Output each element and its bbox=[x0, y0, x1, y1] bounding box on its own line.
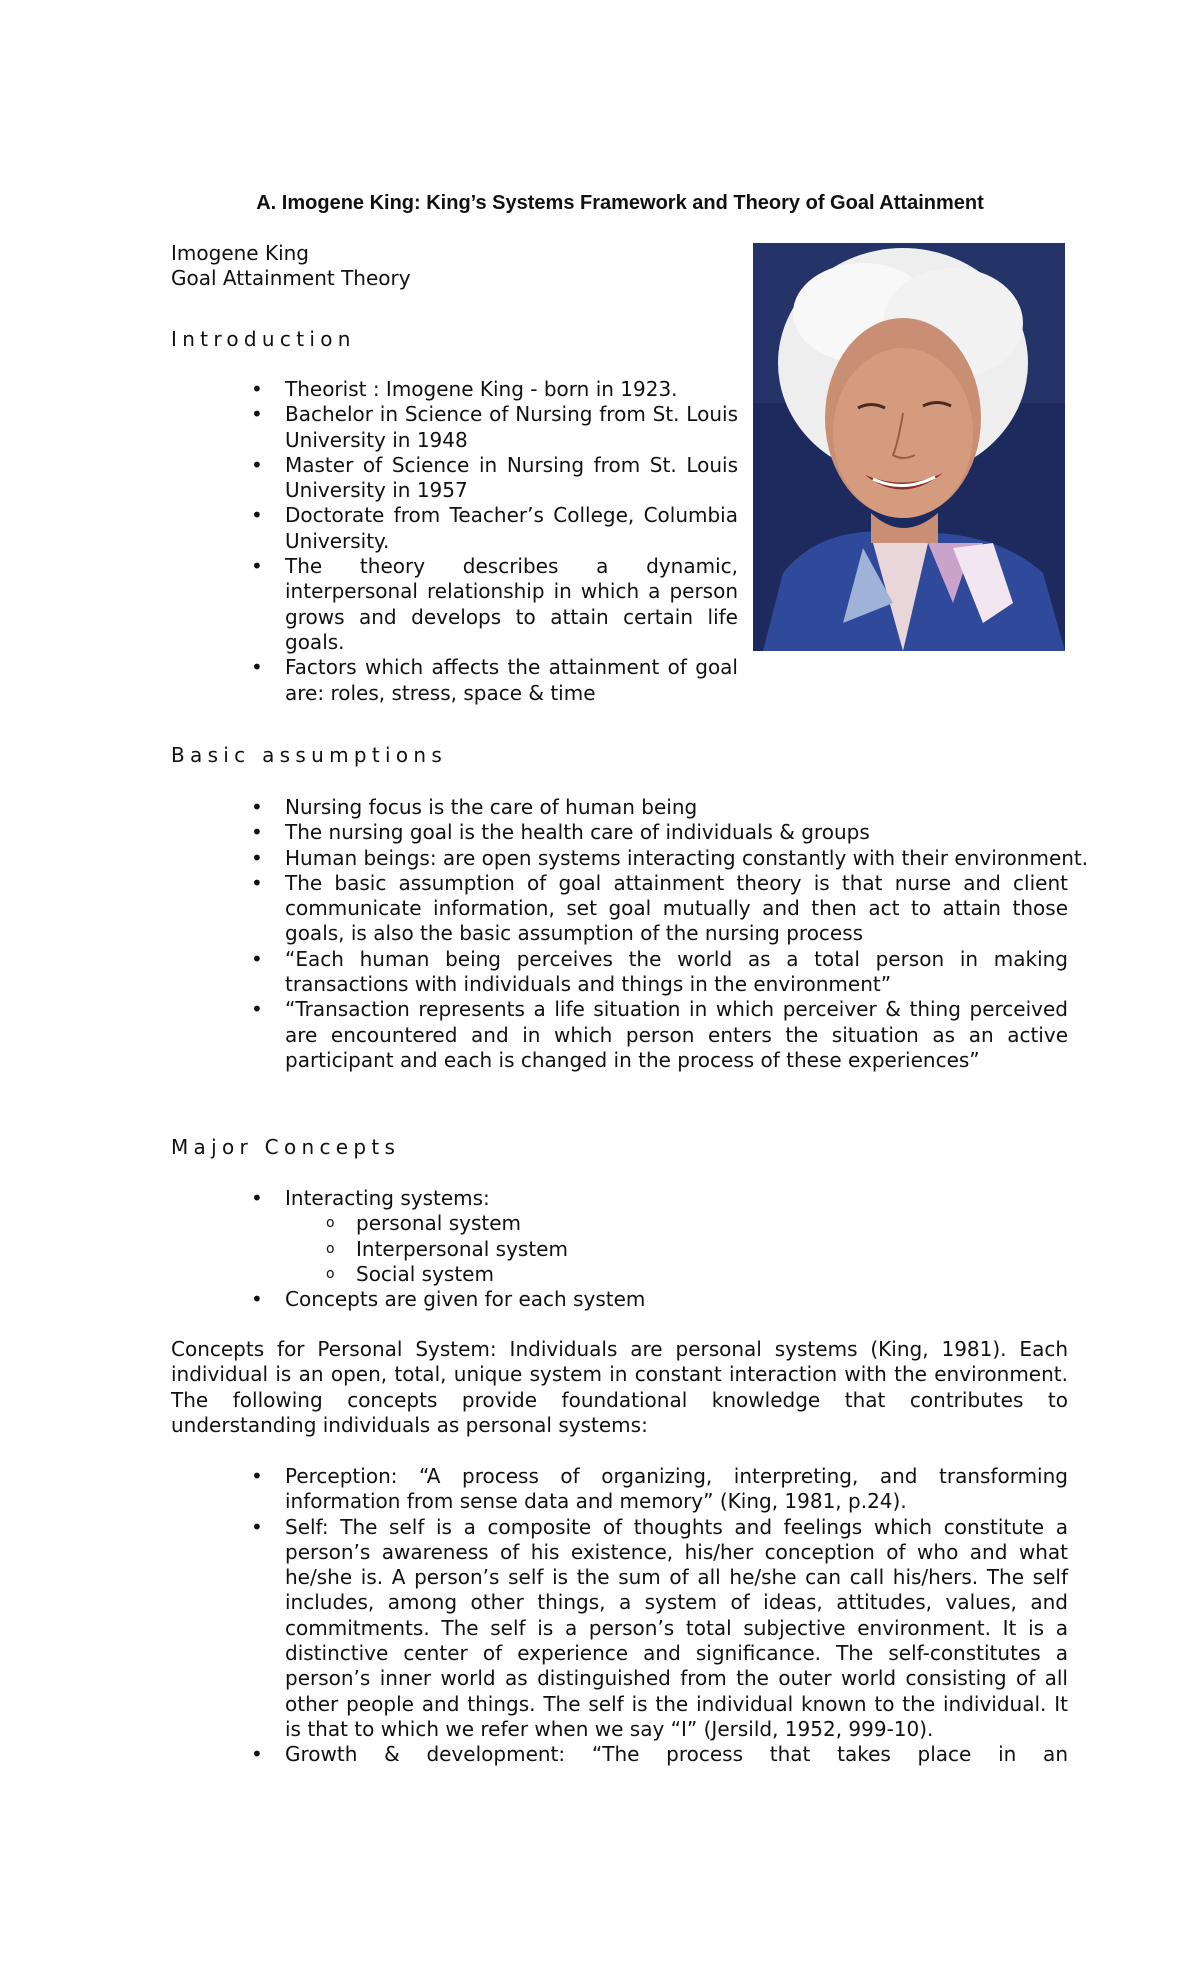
system-item: o Social system bbox=[356, 1262, 1068, 1287]
major-concepts-heading: Major Concepts bbox=[171, 1135, 401, 1159]
assumption-item: • The nursing goal is the health care of individuals & groups bbox=[285, 820, 1068, 845]
assumption-item: • Human beings: are open systems interacting constantly with their environment. bbox=[285, 846, 1068, 871]
introduction-item: • Bachelor in Science of Nursing from St. Louis University in 1948 bbox=[285, 402, 738, 453]
interacting-systems-label: Interacting systems: bbox=[285, 1186, 490, 1210]
introduction-item: • Theorist : Imogene King - born in 1923. bbox=[285, 377, 738, 402]
major-concepts-list bbox=[285, 1186, 1068, 1312]
introduction-item: • Factors which affects the attainment of goal are: roles, stress, space & time bbox=[285, 655, 738, 706]
introduction-list bbox=[285, 377, 738, 706]
assumption-item: • “Transaction represents a life situation in which perceiver & thing perceived are encountered and in which person enters the situation as an active participant and each is changed in the process of these experiences” bbox=[285, 997, 1068, 1073]
subtitle-theory: Goal Attainment Theory bbox=[171, 266, 411, 290]
assumption-item: • The basic assumption of goal attainment theory is that nurse and client communicate information, set goal mutually and then act to attain those goals, is also the basic assumption of the nursing process bbox=[285, 871, 1068, 947]
introduction-item: • Master of Science in Nursing from St. Louis University in 1957 bbox=[285, 453, 738, 504]
document-title: A. Imogene King: King’s Systems Framework and Theory of Goal Attainment bbox=[256, 192, 984, 214]
introduction-heading: Introduction bbox=[171, 327, 356, 351]
assumption-item: • “Each human being perceives the world as a total person in making transactions with individuals and things in the environment” bbox=[285, 947, 1068, 998]
personal-concept-item: • Growth & development: “The process that takes place in an bbox=[285, 1742, 1068, 1767]
personal-system-paragraph: Concepts for Personal System: Individuals are personal systems (King, 1981). Each individual is an open, total, unique system in constant interaction with the environment. The following concepts provide foundational knowledge that contributes to understanding individuals as personal systems: bbox=[171, 1337, 1068, 1437]
concepts-note-item: • Concepts are given for each system bbox=[285, 1287, 1068, 1312]
introduction-item: • Doctorate from Teacher’s College, Columbia University. bbox=[285, 503, 738, 554]
portrait-illustration bbox=[753, 243, 1065, 651]
systems-sublist bbox=[285, 1211, 1068, 1287]
personal-concept-item: • Self: The self is a composite of thoughts and feelings which constitute a person’s awareness of his existence, his/her conception of who and what he/she is. A person’s self is the sum of all he/she can call his/hers. The self includes, among other things, a system of ideas, attitudes, values, and commitments. The self is a person’s total subjective environment. It is a distinctive center of experience and significance. The self-constitutes a person’s inner world as distinguished from the outer world consisting of all other people and things. The self is the individual known to the individual. It is that to which we refer when we say “I” (Jersild, 1952, 999-10). bbox=[285, 1515, 1068, 1743]
system-item: o personal system bbox=[356, 1211, 1068, 1236]
basic-assumptions-list bbox=[285, 795, 1089, 1073]
system-item: o Interpersonal system bbox=[356, 1237, 1068, 1262]
personal-system-list bbox=[285, 1464, 1068, 1768]
basic-assumptions-heading: Basic assumptions bbox=[171, 743, 448, 767]
portrait-photo bbox=[753, 243, 1065, 651]
assumption-item: • Nursing focus is the care of human being bbox=[285, 795, 1068, 820]
introduction-item: • The theory describes a dynamic, interpersonal relationship in which a person grows and develops to attain certain life goals. bbox=[285, 554, 738, 655]
subtitle-name: Imogene King bbox=[171, 241, 309, 265]
interacting-systems-item bbox=[285, 1186, 1068, 1287]
personal-concept-item: • Perception: “A process of organizing, interpreting, and transforming information from sense data and memory” (King, 1981, p.24). bbox=[285, 1464, 1068, 1515]
